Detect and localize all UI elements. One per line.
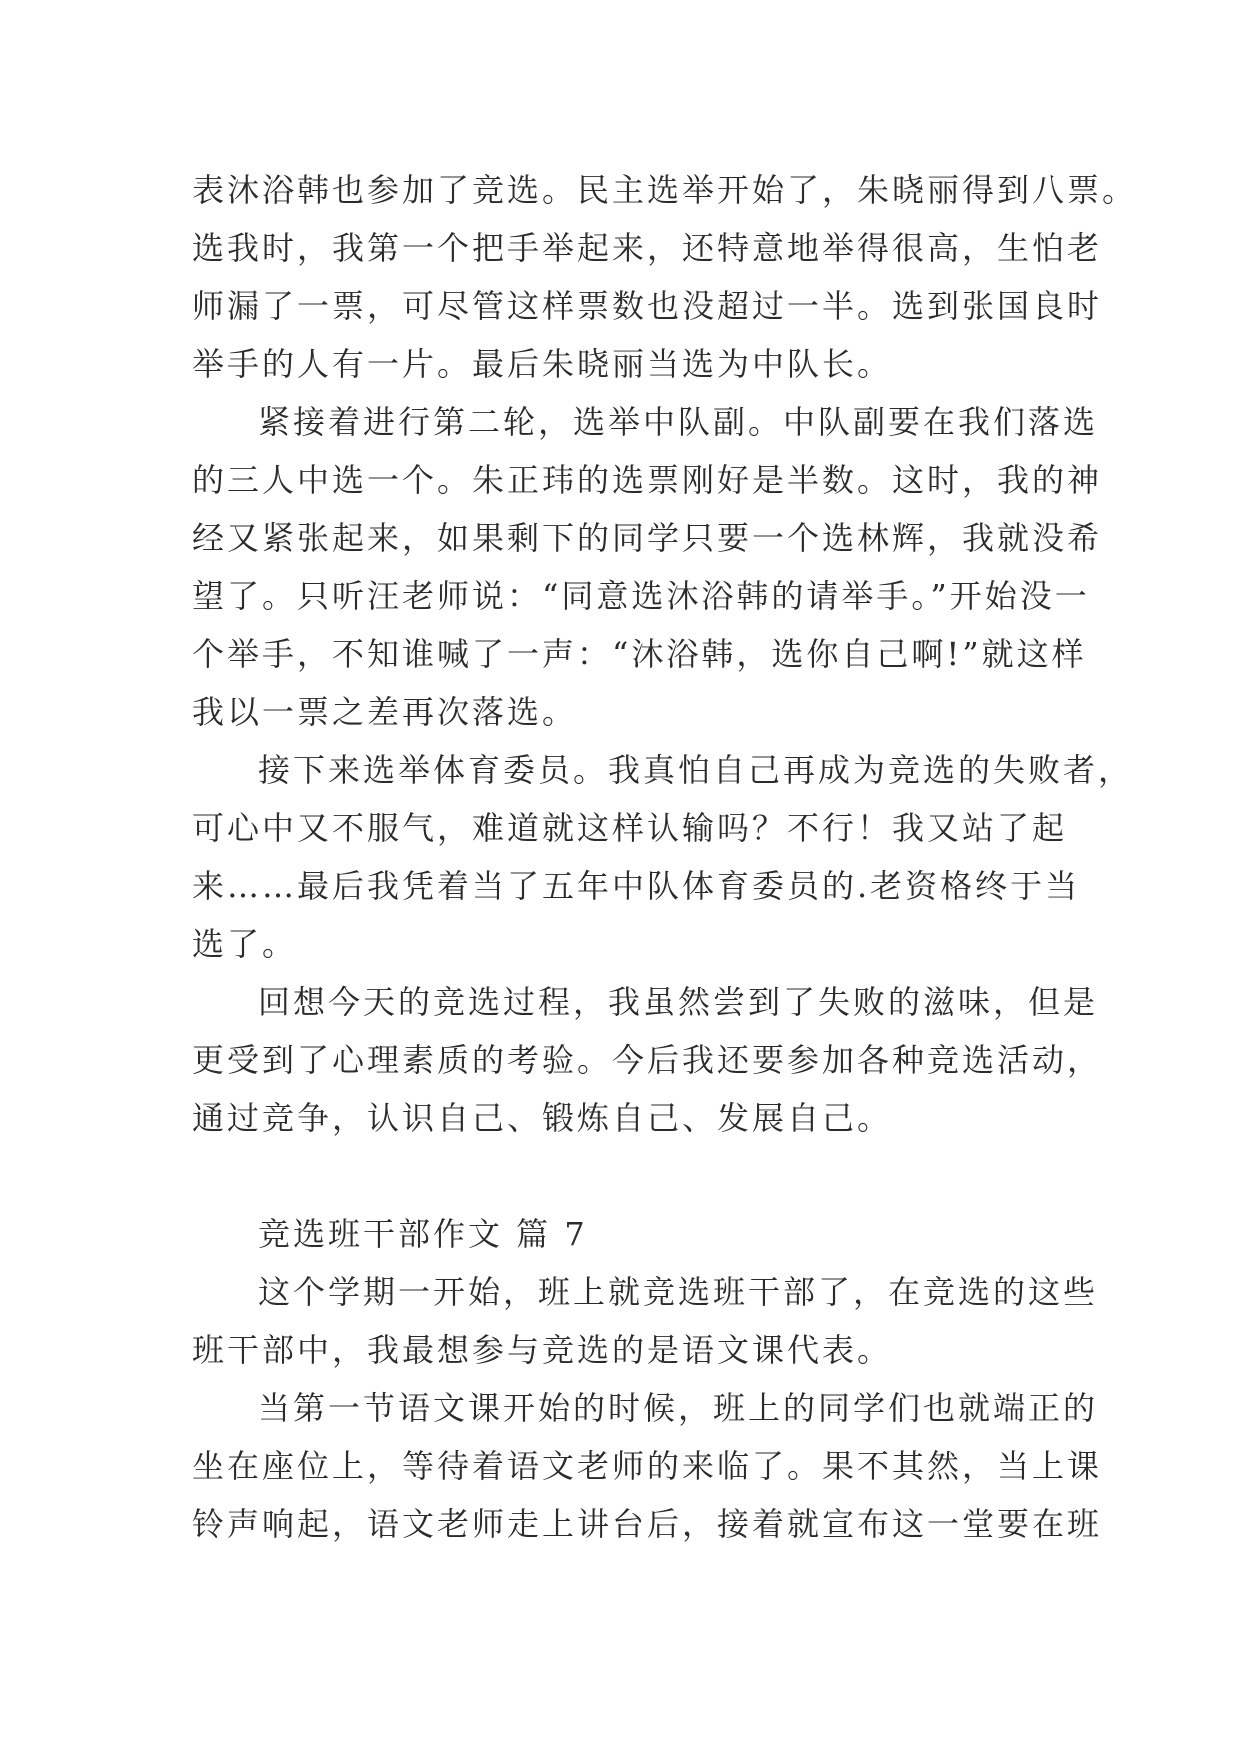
text-line: 个举手，不知谁喊了一声：“沐浴韩，选你自己啊!”就这样: [192, 635, 1087, 673]
text-line: 坐在座位上，等待着语文老师的来临了。果不其然，当上课: [192, 1447, 1103, 1485]
text-line: 我以一票之差再次落选。: [192, 693, 578, 731]
essay-body: [192, 161, 1138, 1553]
paragraph-start-line: 接下来选举体育委员。我真怕自己再成为竞选的失败者，: [258, 751, 1134, 789]
paragraph-start-line: 紧接着进行第二轮，选举中队副。中队副要在我们落选: [258, 403, 1099, 441]
section-heading: 竞选班干部作文 篇 7: [258, 1215, 588, 1253]
text-line: 更受到了心理素质的考验。今后我还要参加各种竞选活动，: [192, 1041, 1103, 1079]
text-line: 举手的人有一片。最后朱晓丽当选为中队长。: [192, 345, 893, 383]
text-line: 望了。只听汪老师说：“同意选沐浴韩的请举手。”开始没一: [192, 577, 1090, 615]
paragraph-start-line: 当第一节语文课开始的时候，班上的同学们也就端正的: [258, 1389, 1099, 1427]
text-line: 班干部中，我最想参与竞选的是语文课代表。: [192, 1331, 893, 1369]
paragraph-start-line: 这个学期一开始，班上就竞选班干部了，在竞选的这些: [258, 1273, 1099, 1311]
blank-line: [192, 1147, 1072, 1205]
text-line: 师漏了一票，可尽管这样票数也没超过一半。选到张国良时: [192, 287, 1103, 325]
text-line: 选了。: [192, 925, 298, 963]
paragraph-start-line: 回想今天的竞选过程，我虽然尝到了失败的滋味，但是: [258, 983, 1099, 1021]
text-line: 通过竞争，认识自己、锻炼自己、发展自己。: [192, 1099, 893, 1137]
text-line: 选我时，我第一个把手举起来，还特意地举得很高，生怕老: [192, 229, 1103, 267]
text-line: 来……最后我凭着当了五年中队体育委员的.老资格终于当: [192, 867, 1081, 905]
text-line: 的三人中选一个。朱正玮的选票刚好是半数。这时，我的神: [192, 461, 1103, 499]
text-line: 经又紧张起来，如果剩下的同学只要一个选林辉，我就没希: [192, 519, 1103, 557]
text-line: 铃声响起，语文老师走上讲台后，接着就宣布这一堂要在班: [192, 1505, 1103, 1543]
text-line: 可心中又不服气，难道就这样认输吗？不行！我又站了起: [192, 809, 1068, 847]
text-line: 表沐浴韩也参加了竞选。民主选举开始了，朱晓丽得到八票。: [192, 171, 1138, 209]
